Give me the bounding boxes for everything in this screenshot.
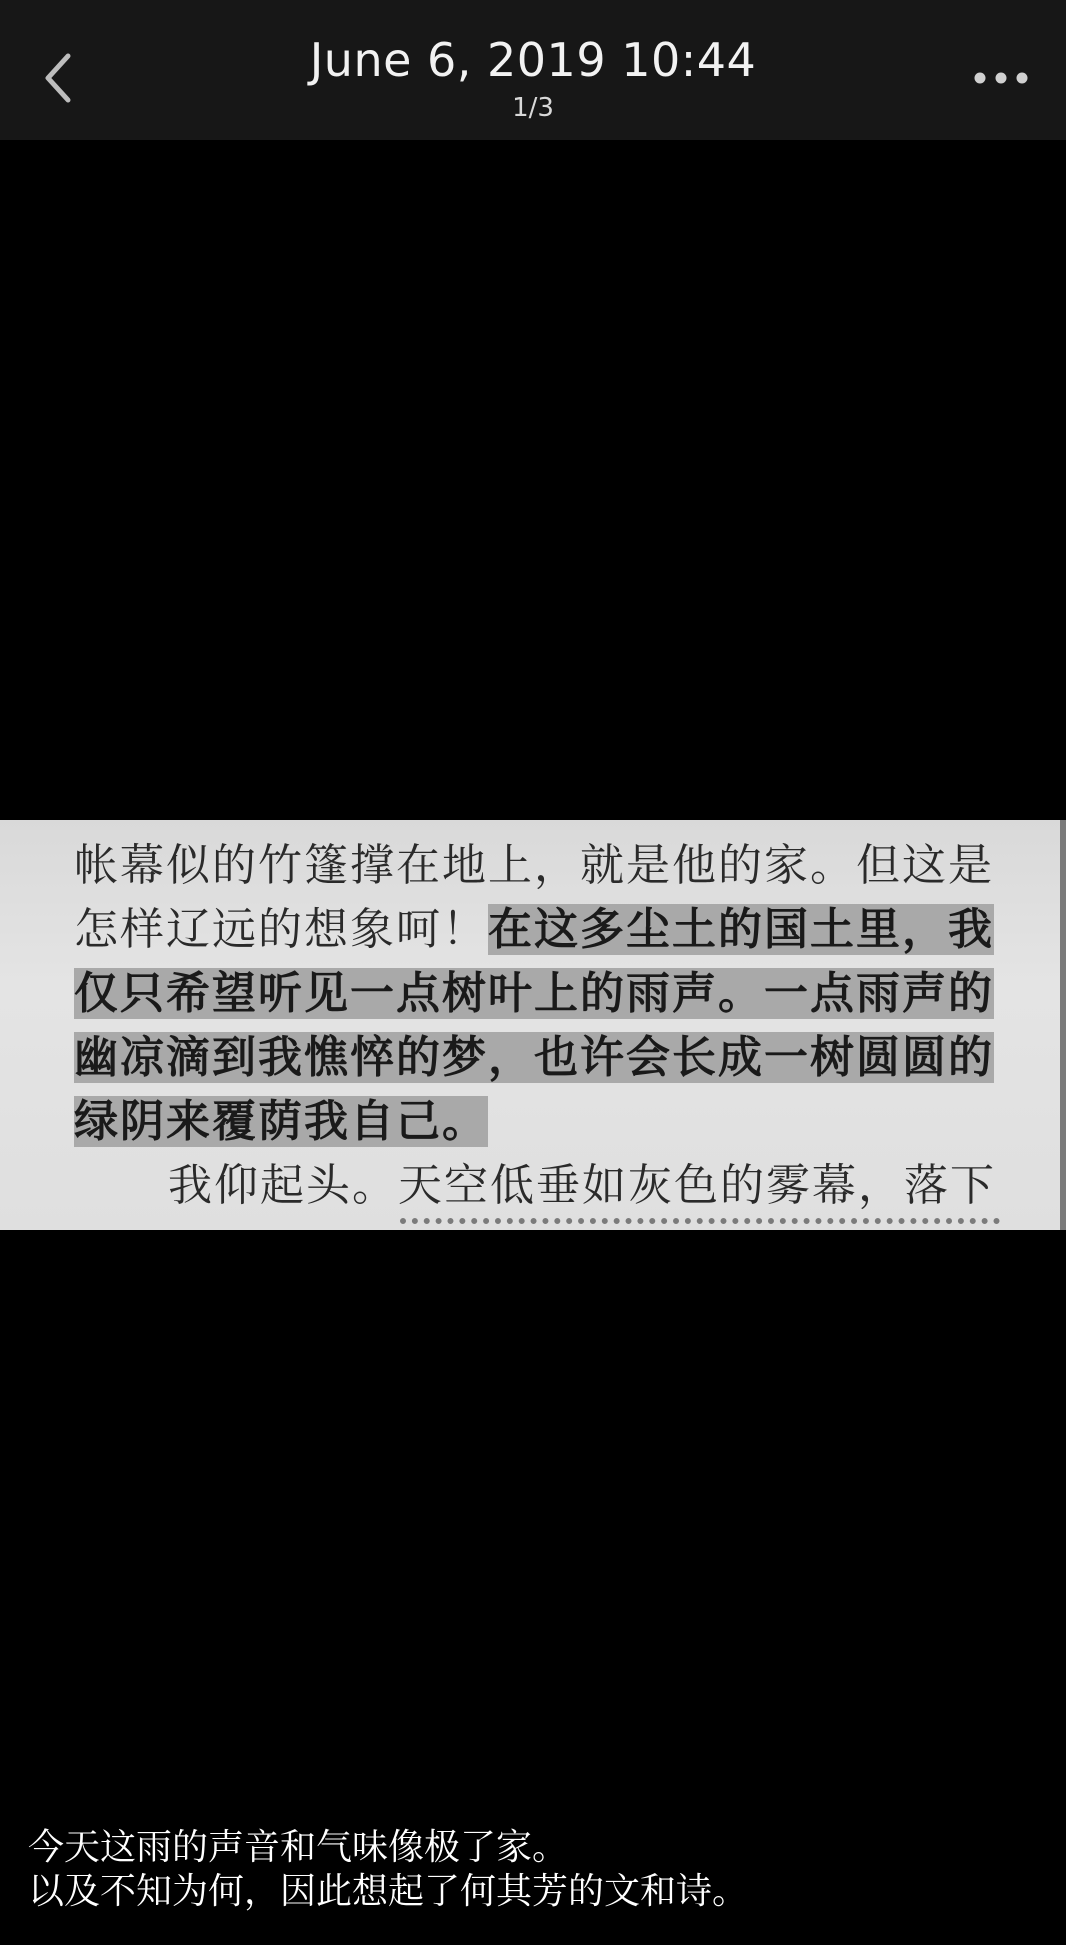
book-text-line [74,966,994,1022]
photo-counter: 1/3 [512,93,554,123]
photo-image[interactable] [0,820,1066,1230]
book-text-plain: 帐幕似的竹篷撑在地上，就是他的家。但这是 [74,840,994,891]
book-text-line [74,902,994,958]
book-text-highlight: 绿阴来覆荫我自己。 [74,1096,488,1147]
book-text-highlight: 仅只希望听见一点树叶上的雨声。一点雨声的 [74,968,994,1019]
photo-caption [28,1826,1038,1914]
more-horizontal-icon [966,52,1036,102]
chevron-left-icon [30,38,90,118]
photo-date-title: June 6, 2019 10:44 [309,33,757,87]
book-text-line [168,1158,996,1214]
book-text-plain: 我仰起头。天空低垂如灰色的雾幕，落下 [168,1160,996,1211]
book-text-plain: 怎样辽远的想象呵！ [74,904,488,955]
book-text-line [74,1030,994,1086]
book-text-highlight: 在这多尘土的国土里，我 [488,904,994,955]
caption-line-2: 以及不知为何，因此想起了何其芳的文和诗。 [28,1871,749,1912]
book-text-line [74,838,994,894]
more-options-button[interactable] [966,52,1036,102]
book-text-line [74,1094,488,1150]
top-bar [0,0,1066,140]
page-edge [1060,820,1066,1230]
caption-line-1: 今天这雨的声音和气味像极了家。 [28,1827,569,1868]
book-text-highlight: 幽凉滴到我憔悴的梦，也许会长成一树圆圆的 [74,1032,994,1083]
back-button[interactable] [30,38,90,118]
cut-off-text-line [400,1218,1000,1230]
